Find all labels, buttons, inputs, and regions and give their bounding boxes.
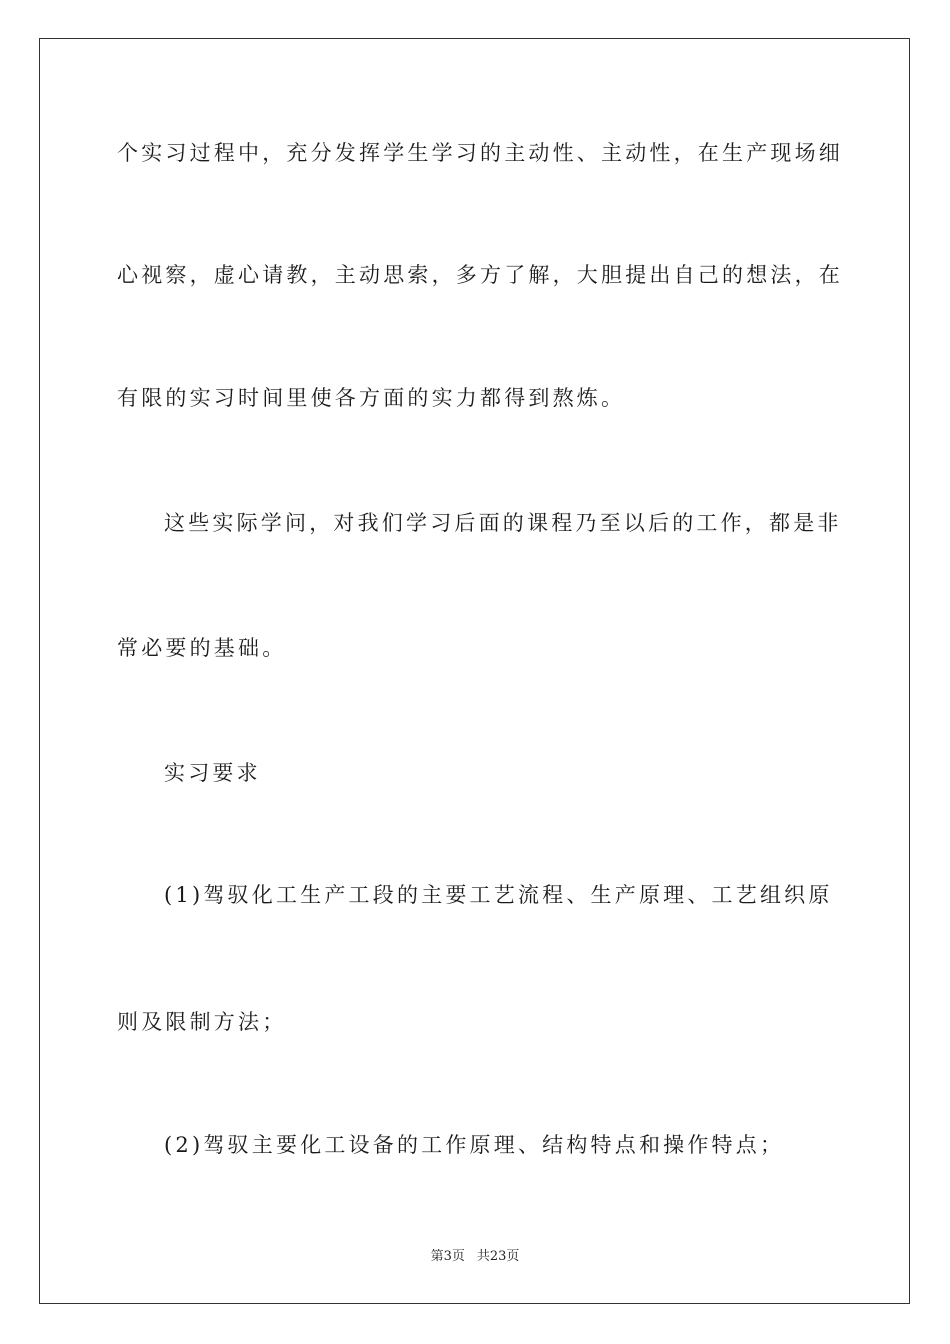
list-item-line: (2)驾驭主要化工设备的工作原理、结构特点和操作特点； bbox=[164, 1133, 785, 1157]
page-number-current: 第3页 bbox=[430, 1249, 465, 1264]
page-footer bbox=[0, 1245, 950, 1264]
body-text-line: 这些实际学问，对我们学习后面的课程乃至以后的工作，都是非 bbox=[164, 511, 842, 535]
body-text-line: 常必要的基础。 bbox=[117, 636, 287, 660]
list-item-line: 则及限制方法； bbox=[117, 1010, 287, 1034]
body-text-line: 心视察，虚心请教，主动思索，多方了解，大胆提出自己的想法，在 bbox=[117, 263, 843, 287]
page-frame bbox=[39, 38, 910, 1304]
body-text-line: 个实习过程中，充分发挥学生学习的主动性、主动性，在生产现场细 bbox=[117, 141, 843, 165]
list-item-line: (1)驾驭化工生产工段的主要工艺流程、生产原理、工艺组织原 bbox=[164, 883, 833, 907]
page-number-total: 共23页 bbox=[476, 1249, 520, 1264]
section-heading: 实习要求 bbox=[164, 761, 261, 785]
body-text-line: 有限的实习时间里使各方面的实力都得到熬炼。 bbox=[117, 386, 626, 410]
